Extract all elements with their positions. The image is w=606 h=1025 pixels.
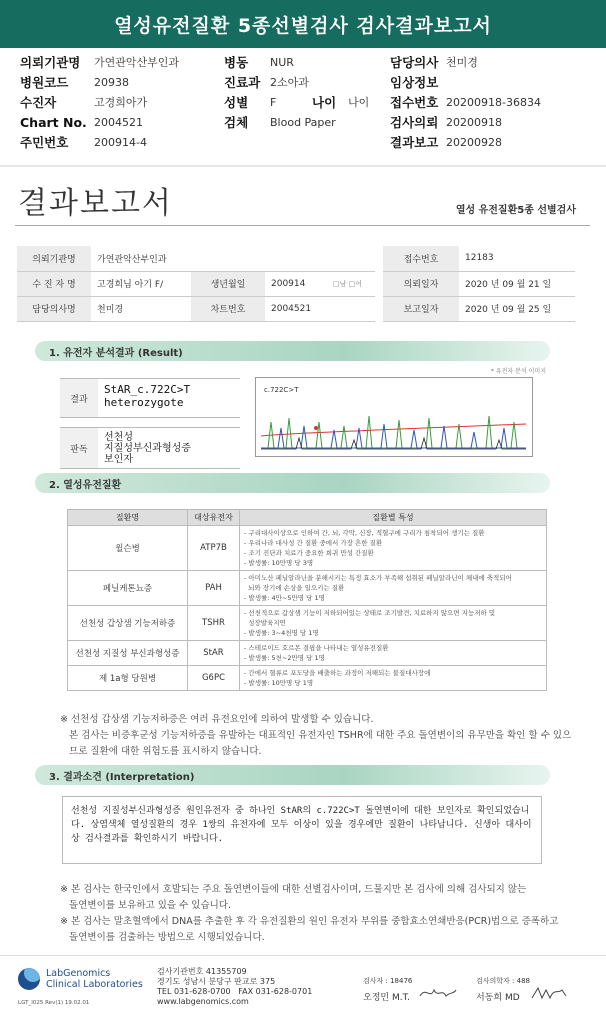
- footnote-line: ※ 본 검사는 한국인에서 호발되는 주요 돌연변이들에 대한 선별검사이며, 드물지만 본 검사에 의해 검사되지 않는: [60, 884, 527, 895]
- header-value: 20938: [94, 75, 129, 89]
- disease-name: 제 1a형 당원병: [68, 666, 188, 691]
- institution-value: 가연관악산부인과: [91, 246, 375, 271]
- report-big-title: 결과보고서: [18, 186, 173, 221]
- judgement-line-1: 선천성: [104, 432, 133, 443]
- form-code: LGT_I025 Rev(1) 19.02.01: [18, 1000, 90, 1006]
- footer-rule: [0, 955, 606, 956]
- physician-signature: [530, 984, 570, 1002]
- header-value: 고경희아가: [94, 96, 148, 109]
- feature-line: 성장발육지연: [244, 619, 286, 627]
- dob-value: 200914: [265, 271, 327, 296]
- feature-line: - 간에서 혈류로 포도당을 배출하는 과정이 저해되는 불질대사장애: [244, 669, 431, 677]
- disease-gene: G6PC: [188, 666, 240, 691]
- report-title-bar: [0, 0, 606, 48]
- header-label: 임상정보: [390, 75, 439, 90]
- report-subtitle: 열성 유전질환5종 선별검사: [455, 205, 576, 216]
- doctor-value: 천미경: [91, 296, 191, 321]
- header-value: F: [270, 95, 277, 109]
- footnote-method: [60, 882, 560, 946]
- disease-features: [240, 606, 547, 641]
- result-box: [60, 378, 240, 418]
- disease-gene: TSHR: [188, 606, 240, 641]
- disease-features: [240, 571, 547, 606]
- report-date-value: 2020 년 09 월 25 일: [459, 296, 575, 321]
- patient-value: 고경희님 아기 F/: [91, 271, 191, 296]
- feature-line: - 선천적으로 갑상샘 기능이 저하되어있는 상태로 조기발견, 치료하지 않으면 지능저하 및: [244, 609, 496, 617]
- feature-line: - 발생률: 10만명 당 1명: [244, 679, 314, 687]
- table-row: [68, 666, 547, 691]
- header-value: 천미경: [446, 56, 478, 69]
- request-info-table: [17, 246, 575, 322]
- feature-line: - 스테로이드 호르몬 결핍을 나타내는 열성유전질환: [244, 644, 389, 652]
- logo-text-2: Clinical Laboratories: [46, 979, 143, 990]
- report-date-label: 보고일자: [383, 296, 459, 321]
- header-label: Chart No.: [20, 114, 87, 130]
- signature-technician: [363, 976, 412, 1003]
- chromatogram-graph: [256, 378, 532, 456]
- header-value: 20200918-36834: [446, 95, 541, 109]
- header-value: 20200928: [446, 135, 502, 149]
- age-value: 나이: [348, 96, 370, 109]
- dob-label: 생년월일: [191, 271, 265, 296]
- receipt-label: 접수번호: [383, 246, 459, 271]
- feature-line: - 발생률: 10만명 당 3명: [244, 559, 314, 567]
- feature-line: - 우리나라 대사성 간 질환 중에서 가장 흔한 질환: [244, 539, 383, 547]
- judgement-line-2: 지질성부신과형성증: [104, 443, 191, 454]
- disease-name: 페닐케톤뇨증: [68, 571, 188, 606]
- header-label: 검체: [224, 115, 249, 130]
- patient-header: [20, 52, 590, 152]
- footnote-line: ※ 본 검사는 말초혈액에서 DNA를 추출한 후 각 유전질환의 원인 유전자 부위를 중합효소연쇄반응(PCR)법으로 증폭하고: [60, 916, 559, 927]
- header-value: 2소아과: [270, 76, 309, 89]
- feature-line: - 구리대사이상으로 인하여 간, 뇌, 각막, 신장, 적혈구에 구리가 침착되어 생기는 질환: [244, 529, 485, 537]
- logo-text-1: LabGenomics: [46, 968, 111, 979]
- header-value: 2004521: [94, 115, 143, 129]
- physician-label: 검사의학자 : 488: [476, 977, 530, 985]
- address-line: 경기도 성남시 분당구 판교로 375: [157, 977, 276, 986]
- table-row: [68, 641, 547, 666]
- disease-gene: PAH: [188, 571, 240, 606]
- feature-line: - 조기 진단과 치료가 중요한 희귀 만성 간질환: [244, 549, 374, 557]
- judgement-label: 판독: [60, 428, 98, 468]
- header-row: [20, 132, 590, 152]
- technician-signature: [418, 984, 458, 1002]
- disease-gene: ATP7B: [188, 526, 240, 571]
- footnote-line: ※ 선천성 갑상샘 기능저하증은 여러 유전요인에 의하여 발생할 수 있습니다.: [60, 714, 374, 725]
- header-label: 결과보고: [390, 135, 439, 150]
- header-label: 병원코드: [20, 75, 69, 90]
- address-line: TEL 031-628-0700 FAX 031-628-0701: [157, 987, 313, 996]
- header-value: 가연관악산부인과: [94, 56, 180, 69]
- header-label: 검사의뢰: [390, 115, 439, 130]
- interpretation-text: 선천성 지질성부신과형성증 원인유전자 중 하나인 StAR의 c.722C>T 돌연변이에 대한 보인자로 확인되었습니다. 상염색체 열성질환의 경우 1쌍의 유전자에 모두 이상이 있을 경우에만 질환이 나타납니다. 신생아 대사이상 검사결과를 확인하시기 바랍니다.: [62, 796, 542, 864]
- header-value: Blood Paper: [270, 115, 336, 129]
- header-value: NUR: [270, 55, 294, 69]
- footnote-line: 돌연변이를 검출하는 방법으로 시행되었습니다.: [60, 932, 265, 943]
- section-interpretation: 3. 결과소견 (Interpretation): [35, 765, 550, 785]
- result-line-1: StAR_c.722C>T: [104, 383, 191, 396]
- request-date-value: 2020 년 09 월 21 일: [459, 271, 575, 296]
- disease-header-feature: 질환별 특성: [240, 510, 547, 526]
- footnote-tshr: [60, 712, 572, 760]
- header-value: 20200918: [446, 115, 502, 129]
- header-label: 진료과: [224, 75, 261, 90]
- report-title: 열성유전질환 5종선별검사 검사결과보고서: [114, 14, 492, 37]
- disease-features: [240, 526, 547, 571]
- disease-features: [240, 641, 547, 666]
- signature-physician: [476, 976, 530, 1003]
- section-diseases: 2. 열성유전질환: [35, 473, 550, 493]
- title-rule: [15, 225, 590, 226]
- request-date-label: 의뢰일자: [383, 271, 459, 296]
- institution-label: 의뢰기관명: [17, 246, 91, 271]
- judgement-line-3: 보인자: [104, 454, 133, 465]
- disease-header-name: 질환명: [68, 510, 188, 526]
- table-row: [68, 526, 547, 571]
- mutation-marker: [314, 426, 318, 430]
- receipt-value: 12183: [459, 246, 575, 271]
- judgement-value: [98, 428, 197, 468]
- technician-name: 오정민 M.T.: [363, 993, 410, 1003]
- section-result: 1. 유전자 분석결과 (Result): [35, 341, 550, 361]
- header-row: [20, 112, 590, 132]
- doctor-label: 담당의사명: [17, 296, 91, 321]
- disease-name: 선천성 갑상샘 기능저하증: [68, 606, 188, 641]
- table-row: [68, 606, 547, 641]
- age-label: 나이: [312, 95, 337, 110]
- labgenomics-logo: [18, 968, 143, 990]
- footnote-line: 돌연변이를 보유하고 있을 수 있습니다.: [60, 900, 231, 911]
- header-label: 주민번호: [20, 135, 69, 150]
- disease-name: 선천성 지질성 부신과형성증: [68, 641, 188, 666]
- feature-line: - 발생률: 4만~5만명 당 1명: [244, 594, 325, 602]
- footnote-line: 본 검사는 비증후군성 기능저하증을 유발하는 대표적인 유전자인 TSHR에 대한 주요 돌연변이의 유무만을 확인 할 수 있으: [60, 730, 572, 741]
- header-label: 접수번호: [390, 95, 439, 110]
- header-label: 병동: [224, 55, 249, 70]
- header-value: 200914-4: [94, 135, 147, 149]
- feature-line: - 발생률: 3~4천명 당 1명: [244, 629, 319, 637]
- logo-icon: [18, 968, 40, 990]
- header-row: [20, 52, 590, 72]
- header-label: 성별: [224, 95, 249, 110]
- disease-table: [67, 509, 547, 691]
- address-line: 검사기관번호 41355709: [157, 967, 247, 976]
- chart-label: 차트번호: [191, 296, 265, 321]
- chromatogram: [255, 377, 533, 457]
- image-note: * 유전자 분석 이미지: [490, 368, 546, 375]
- trace-red: [261, 424, 526, 436]
- address-line: www.labgenomics.com: [157, 997, 249, 1006]
- sex-checkbox: □남 □여: [327, 271, 375, 296]
- header-row: [20, 72, 590, 92]
- physician-name: 서동희 MD: [476, 993, 520, 1003]
- header-row: [20, 92, 590, 112]
- disease-name: 윌슨병: [68, 526, 188, 571]
- footnote-line: 므로 질환에 대한 위험도를 표시하지 않습니다.: [60, 746, 262, 757]
- disease-header-gene: 대상유전자: [188, 510, 240, 526]
- divider: [0, 165, 606, 167]
- lab-address: [157, 967, 312, 1007]
- result-line-2: heterozygote: [104, 396, 184, 409]
- chromatogram-label: c.722C>T: [264, 386, 299, 394]
- result-value: [98, 379, 196, 417]
- header-label: 의뢰기관명: [20, 55, 81, 70]
- disease-features: [240, 666, 547, 691]
- feature-line: - 발생률: 5천~2만명 당 1명: [244, 654, 325, 662]
- disease-gene: StAR: [188, 641, 240, 666]
- result-label: 결과: [60, 379, 98, 417]
- header-label: 수진자: [20, 95, 57, 110]
- feature-line: 뇌와 장기에 손상을 일으키는 질환: [244, 584, 345, 592]
- chart-value: 2004521: [265, 296, 375, 321]
- header-label: 담당의사: [390, 55, 439, 70]
- table-row: [68, 571, 547, 606]
- judgement-box: [60, 427, 240, 469]
- technician-label: 검사자 : 18476: [363, 977, 413, 985]
- patient-label: 수 진 자 명: [17, 271, 91, 296]
- feature-line: - 아미노산 페닐알라닌을 분해시키는 특정 효소가 부족해 섭취된 페닐알라닌이 체내에 축적되어: [244, 574, 512, 582]
